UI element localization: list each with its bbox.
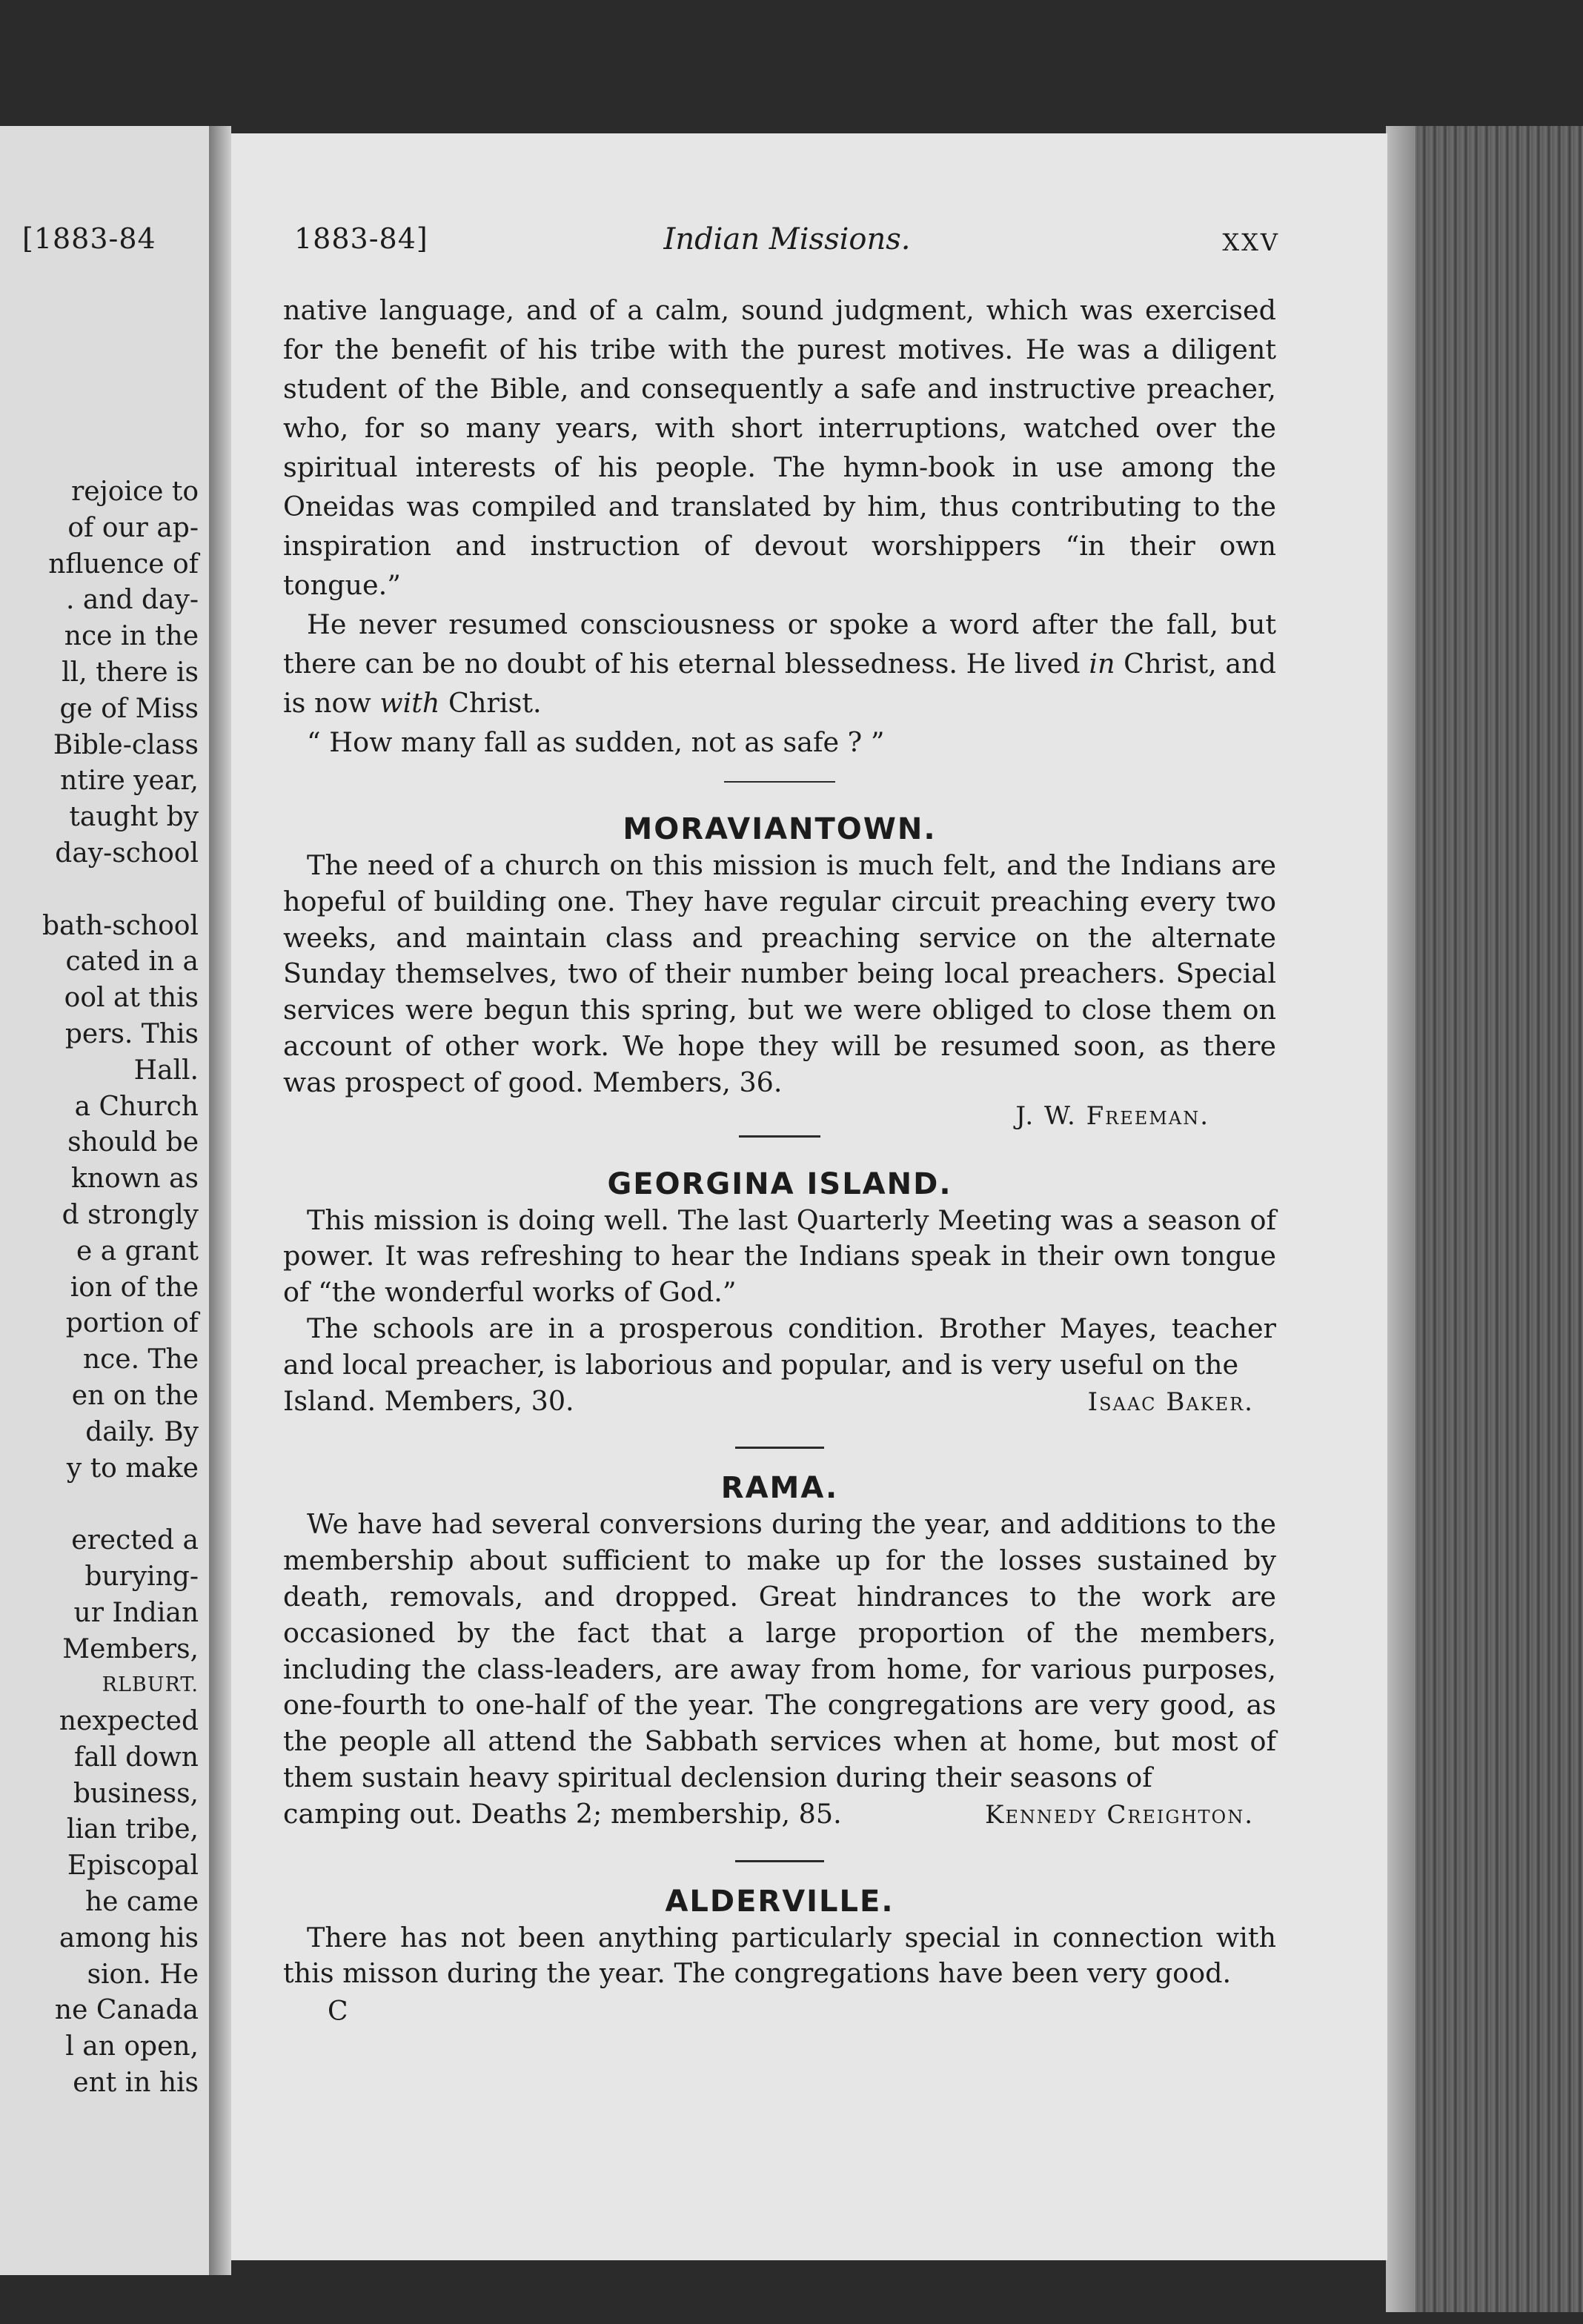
section-divider	[735, 1860, 824, 1862]
left-page-line: l an open,	[65, 2031, 199, 2062]
header-title: Indian Missions.	[663, 222, 911, 256]
emphasis-with: with	[379, 687, 440, 719]
left-page-line: bath-school	[42, 910, 199, 941]
left-page-line: nce. The	[82, 1344, 199, 1375]
left-page-line	[0, 872, 199, 909]
left-page-line: he came	[85, 1887, 199, 1918]
page-stack-edge	[1386, 126, 1583, 2312]
left-page-line: ntire year,	[60, 766, 199, 797]
rama-body: We have had several conversions during the year, and additions to the membership about sufficient to make up for the losses sustained by death, removals, and dropped. Great hindrances to the work are occasioned by the fact that a large proportion of the members, including the class-leaders, are away from home, for various purposes, one-fourth to one-half of the year. The congregations are very good, as the people all attend the Sabbath services when at home, but most of them sustain heavy spiritual declension during their seasons of	[283, 1508, 1276, 1793]
left-page-line: cated in a	[65, 946, 199, 977]
page-number: XXV	[1222, 228, 1280, 256]
section-divider	[724, 781, 835, 783]
left-page-line: Hall.	[133, 1055, 199, 1086]
left-page-line: ur Indian	[73, 1597, 199, 1628]
left-page-line: en on the	[71, 1380, 199, 1411]
left-page-line: erected a	[71, 1525, 199, 1556]
left-page-line: rejoice to	[71, 477, 199, 507]
left-page-line: e a grant	[76, 1235, 199, 1266]
left-page-line: of our ap-	[67, 512, 199, 543]
left-page-line: taught by	[69, 802, 199, 833]
rama-last-line	[283, 1796, 1276, 1833]
left-page-line: daily. By	[85, 1416, 199, 1447]
left-page-line: Members,	[62, 1633, 199, 1664]
main-page	[231, 133, 1387, 2260]
left-page-line: . and day-	[65, 585, 199, 616]
georgina-signature: Isaac Baker.	[1087, 1387, 1254, 1417]
left-page-line: Bible-class	[53, 729, 199, 760]
emphasis-in: in	[1089, 648, 1115, 680]
left-page-line: among his	[59, 1922, 199, 1953]
left-page-line: ne Canada	[54, 1995, 199, 2026]
left-page-line: d strongly	[62, 1199, 199, 1230]
section-divider	[739, 1135, 820, 1138]
left-page-line: pers. This	[64, 1018, 199, 1049]
left-page-line: sion. He	[87, 1959, 199, 1990]
running-head	[294, 222, 1280, 267]
section-divider	[735, 1447, 824, 1449]
left-page-line: ool at this	[64, 983, 199, 1014]
left-page-line: ll, there is	[62, 657, 199, 688]
opening-paragraph: native language, and of a calm, sound judgment, which was exercised for the benefit of his tribe with the purest motives. He was a diligent student of the Bible, and consequently a safe and instructive preacher, who, for so many years, with short interruptions, watched over the spiritual interests of his people. The hymn-book in use among the Oneidas was compiled and translated by him, thus contributing to the inspiration and instruction of devout worshippers “in their own tongue.”	[283, 294, 1276, 601]
left-page-line: ent in his	[73, 2068, 199, 2099]
left-page-line: ion of the	[70, 1272, 199, 1303]
left-page-line: Episcopal	[67, 1850, 199, 1882]
left-page	[0, 126, 213, 2275]
left-page-line: RLBURT.	[102, 1673, 199, 1697]
left-page-text	[0, 474, 199, 2102]
georgina-members: Island. Members, 30.	[283, 1384, 574, 1417]
left-page-header: [1883-84	[22, 222, 156, 255]
section-title-moraviantown: MORAVIANTOWN.	[623, 812, 937, 846]
georgina-body-1: This mission is doing well. The last Quarterly Meeting was a season of power. It was refreshing to hear the Indians speak in their own tongue of “the wonderful works of God.”	[283, 1204, 1276, 1309]
left-page-line: ge of Miss	[59, 693, 199, 724]
left-page-line: portion of	[65, 1308, 199, 1339]
left-page-line: a Church	[74, 1091, 199, 1122]
rama-deaths-membership: camping out. Deaths 2; membership, 85.	[283, 1797, 842, 1830]
left-page-line: fall down	[74, 1742, 199, 1773]
moraviantown-body: The need of a church on this mission is much felt, and the Indians are hopeful of building one. They have regular circuit preaching every two weeks, and maintain class and preaching service on the alternate Sunday themselves, two of their number being local preachers. Special services were begun this spring, but we were obliged to close them on account of other work. We hope they will be resumed soon, as there was prospect of good. Members, 36.	[283, 849, 1276, 1098]
left-page-line: should be	[67, 1127, 199, 1158]
closing-paragraph: He never resumed consciousness or spoke a word after the fall, but there can be no doubt of his eternal blessedness. He lived in Christ, and is now with Christ.	[283, 608, 1276, 719]
printer-signature-mark: C	[328, 1996, 348, 2028]
left-page-line: nexpected	[59, 1706, 199, 1737]
left-page-line: nce in the	[64, 621, 199, 652]
header-year: 1883-84]	[294, 222, 428, 255]
section-title-alderville: ALDERVILLE.	[665, 1884, 895, 1919]
quotation: “ How many fall as sudden, not as safe ? ”	[307, 726, 885, 758]
left-page-line: y to make	[66, 1452, 199, 1484]
section-title-rama: RAMA.	[720, 1471, 839, 1506]
page-body	[283, 290, 1276, 2027]
left-page-line: burying-	[84, 1561, 199, 1592]
georgina-body-2: The schools are in a prosperous condition. Brother Mayes, teacher and local preacher, is laborious and popular, and is very useful on the	[283, 1312, 1276, 1381]
left-page-line	[0, 1487, 199, 1523]
left-page-line: lian tribe,	[66, 1814, 199, 1845]
georgina-last-line	[283, 1384, 1276, 1421]
book-gutter	[209, 126, 231, 2275]
alderville-body: There has not been anything particularly special in connection with this misson during the year. The congregations have been very good.	[283, 1921, 1276, 1990]
left-page-line: known as	[70, 1163, 199, 1195]
left-page-line: day-school	[55, 837, 199, 869]
left-page-line: business,	[73, 1778, 199, 1809]
left-page-line: nfluence of	[48, 548, 199, 580]
moraviantown-signature: J. W. Freeman.	[1015, 1100, 1209, 1131]
rama-signature: Kennedy Creighton.	[984, 1799, 1254, 1830]
section-title-georgina-island: GEORGINA ISLAND.	[607, 1166, 952, 1201]
